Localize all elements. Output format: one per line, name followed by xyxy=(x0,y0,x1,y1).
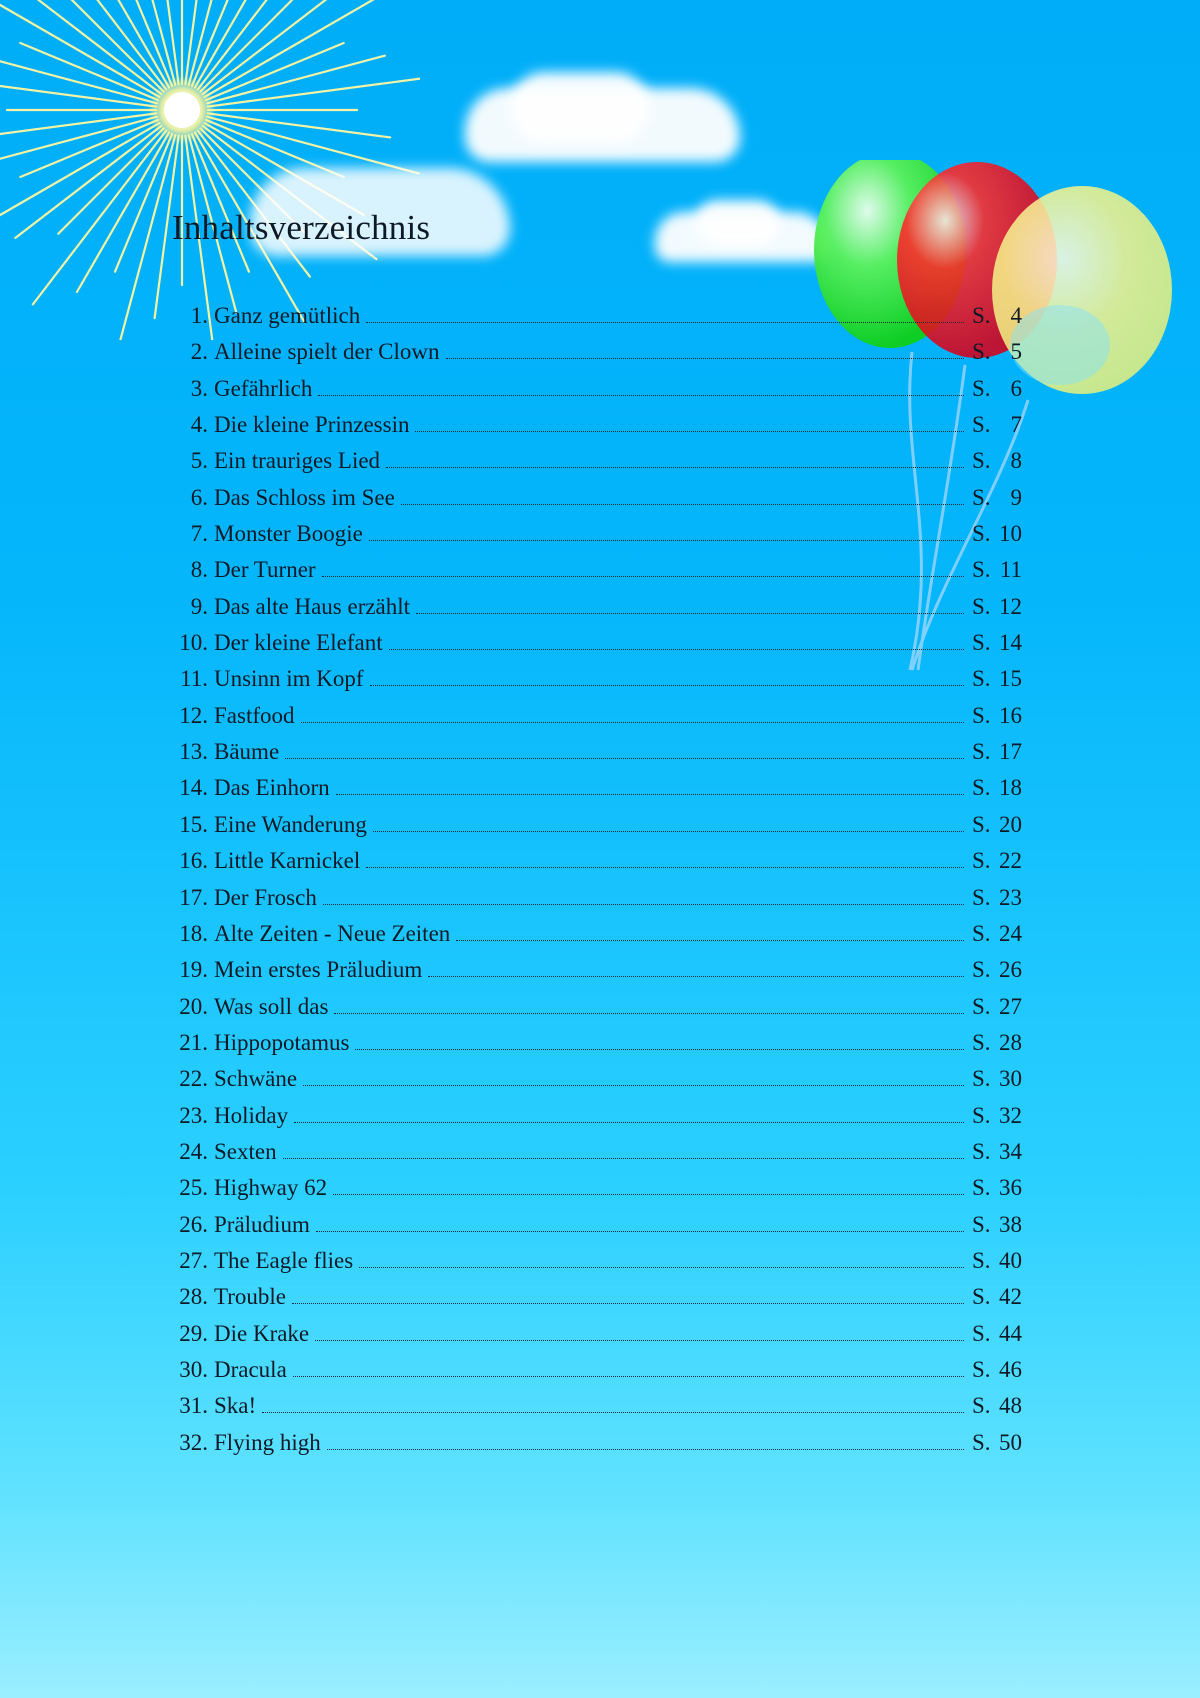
page-prefix: S. xyxy=(972,1138,991,1164)
toc-entry-page xyxy=(964,734,1022,770)
toc-entry xyxy=(172,443,1022,479)
page-prefix: S. xyxy=(972,1284,991,1310)
sun-ray xyxy=(0,83,156,107)
toc-entry xyxy=(172,334,1022,370)
toc-entry-page xyxy=(964,1134,1022,1170)
toc-entry-number: 9. xyxy=(190,593,208,619)
table-of-contents xyxy=(172,298,1022,1461)
page-prefix: S. xyxy=(972,1393,991,1419)
page-number: 20 xyxy=(999,811,1022,837)
toc-entry-page xyxy=(964,516,1022,552)
dot-leader xyxy=(401,504,964,505)
toc-entry-page xyxy=(964,480,1022,516)
toc-entry xyxy=(172,1207,1022,1243)
toc-entry-number: 16. xyxy=(179,848,208,874)
toc-entry xyxy=(172,1352,1022,1388)
toc-entry-page xyxy=(964,443,1022,479)
toc-entry-title: Ska! xyxy=(214,1393,257,1419)
page-prefix: S. xyxy=(972,1066,991,1092)
page-prefix: S. xyxy=(972,666,991,692)
page-number: 42 xyxy=(999,1284,1022,1310)
page-prefix: S. xyxy=(972,1247,991,1273)
dot-leader xyxy=(293,1376,964,1377)
page-prefix: S. xyxy=(972,339,991,365)
toc-entry-title: Monster Boogie xyxy=(214,521,363,547)
toc-entry-number: 32. xyxy=(179,1429,208,1455)
toc-entry-page xyxy=(964,407,1022,443)
dot-leader xyxy=(355,1049,964,1050)
page-number: 40 xyxy=(999,1247,1022,1273)
dot-leader xyxy=(428,976,964,977)
page-number: 16 xyxy=(999,702,1022,728)
toc-entry-page xyxy=(964,916,1022,952)
dot-leader xyxy=(446,358,965,359)
dot-leader xyxy=(456,940,964,941)
page-number: 7 xyxy=(1010,412,1022,438)
toc-entry-number: 5. xyxy=(190,448,208,474)
page-prefix: S. xyxy=(972,521,991,547)
sun-ray xyxy=(203,0,349,94)
page-prefix: S. xyxy=(972,412,991,438)
page-prefix: S. xyxy=(972,1429,991,1455)
cloud-icon xyxy=(510,72,650,142)
page-number: 44 xyxy=(999,1320,1022,1346)
toc-entry-page xyxy=(964,1352,1022,1388)
toc-entry-page xyxy=(964,880,1022,916)
toc-entry-title: Unsinn im Kopf xyxy=(214,666,364,692)
page-number: 23 xyxy=(999,884,1022,910)
sun-ray xyxy=(58,0,163,92)
toc-entry-number: 20. xyxy=(179,993,208,1019)
toc-entry-title: Little Karnickel xyxy=(214,848,361,874)
toc-entry xyxy=(172,1170,1022,1206)
toc-entry xyxy=(172,1061,1022,1097)
dot-leader xyxy=(416,613,964,614)
toc-entry-number: 26. xyxy=(179,1211,208,1237)
toc-entry-number: 30. xyxy=(179,1356,208,1382)
toc-entry-page xyxy=(964,371,1022,407)
dot-leader xyxy=(333,1194,964,1195)
toc-entry-title: Die kleine Prinzessin xyxy=(214,412,410,438)
toc-entry-title: Eine Wanderung xyxy=(214,811,367,837)
toc-entry xyxy=(172,407,1022,443)
dot-leader xyxy=(415,431,964,432)
dot-leader xyxy=(303,1085,964,1086)
dot-leader xyxy=(294,1122,964,1123)
toc-entry-title: Bäume xyxy=(214,739,280,765)
toc-entry xyxy=(172,480,1022,516)
toc-entry-title: Schwäne xyxy=(214,1066,298,1092)
page-prefix: S. xyxy=(972,920,991,946)
toc-entry-page xyxy=(964,1388,1022,1424)
toc-entry-number: 14. xyxy=(179,775,208,801)
toc-entry xyxy=(172,661,1022,697)
toc-entry xyxy=(172,1425,1022,1461)
dot-leader xyxy=(301,722,965,723)
page-number: 6 xyxy=(1010,375,1022,401)
dot-leader xyxy=(316,1231,964,1232)
page-prefix: S. xyxy=(972,811,991,837)
toc-entry-number: 13. xyxy=(179,739,208,765)
toc-entry-number: 22. xyxy=(179,1066,208,1092)
page-number: 15 xyxy=(999,666,1022,692)
toc-entry xyxy=(172,298,1022,334)
page-prefix: S. xyxy=(972,1175,991,1201)
toc-entry-number: 10. xyxy=(179,630,208,656)
dot-leader xyxy=(389,649,964,650)
toc-entry xyxy=(172,807,1022,843)
page-number: 32 xyxy=(999,1102,1022,1128)
toc-entry-page xyxy=(964,1279,1022,1315)
toc-entry xyxy=(172,1388,1022,1424)
page-number: 11 xyxy=(999,557,1022,583)
toc-entry xyxy=(172,516,1022,552)
sun-ray xyxy=(0,47,157,104)
toc-entry xyxy=(172,1098,1022,1134)
toc-entry-number: 18. xyxy=(179,920,208,946)
toc-entry xyxy=(172,843,1022,879)
toc-entry-number: 3. xyxy=(190,375,208,401)
page-prefix: S. xyxy=(972,848,991,874)
dot-leader xyxy=(366,322,964,323)
page-prefix: S. xyxy=(972,1320,991,1346)
page-number: 8 xyxy=(1010,448,1022,474)
toc-entry-number: 11. xyxy=(180,666,208,692)
page-number: 50 xyxy=(999,1429,1022,1455)
toc-entry-title: Der kleine Elefant xyxy=(214,630,383,656)
toc-entry-title: Alte Zeiten - Neue Zeiten xyxy=(214,920,451,946)
toc-entry-title: Mein erstes Präludium xyxy=(214,957,423,983)
toc-entry xyxy=(172,625,1022,661)
dot-leader xyxy=(318,395,964,396)
page-number: 26 xyxy=(999,957,1022,983)
sun-ray xyxy=(205,0,395,97)
toc-entry xyxy=(172,1243,1022,1279)
page-prefix: S. xyxy=(972,557,991,583)
page-prefix: S. xyxy=(972,1356,991,1382)
dot-leader xyxy=(315,1340,964,1341)
toc-entry-page xyxy=(964,1061,1022,1097)
page-number: 46 xyxy=(999,1356,1022,1382)
toc-entry-page xyxy=(964,1316,1022,1352)
toc-entry-title: Highway 62 xyxy=(214,1175,328,1201)
toc-entry-number: 4. xyxy=(190,412,208,438)
dot-leader xyxy=(336,794,964,795)
toc-entry xyxy=(172,1025,1022,1061)
toc-entry-title: Präludium xyxy=(214,1211,310,1237)
page-prefix: S. xyxy=(972,739,991,765)
toc-entry-page xyxy=(964,1243,1022,1279)
dot-leader xyxy=(292,1303,964,1304)
toc-entry-page xyxy=(964,807,1022,843)
page-prefix: S. xyxy=(972,957,991,983)
page-prefix: S. xyxy=(972,1029,991,1055)
toc-entry-number: 23. xyxy=(179,1102,208,1128)
page-number: 10 xyxy=(999,521,1022,547)
dot-leader xyxy=(323,904,964,905)
toc-entry xyxy=(172,734,1022,770)
toc-entry-page xyxy=(964,589,1022,625)
toc-entry-number: 27. xyxy=(179,1247,208,1273)
page-number: 22 xyxy=(999,848,1022,874)
toc-entry-title: Die Krake xyxy=(214,1320,310,1346)
toc-entry-number: 28. xyxy=(179,1284,208,1310)
page-prefix: S. xyxy=(972,1102,991,1128)
toc-entry-title: Fastfood xyxy=(214,702,295,728)
page-prefix: S. xyxy=(972,1211,991,1237)
toc-entry-page xyxy=(964,298,1022,334)
page-number: 34 xyxy=(999,1138,1022,1164)
toc-entry xyxy=(172,1134,1022,1170)
toc-entry-number: 12. xyxy=(179,702,208,728)
page-number: 12 xyxy=(999,593,1022,619)
page-number: 27 xyxy=(999,993,1022,1019)
toc-entry-number: 19. xyxy=(179,957,208,983)
dot-leader xyxy=(322,576,964,577)
page-number: 38 xyxy=(999,1211,1022,1237)
toc-entry-number: 24. xyxy=(179,1138,208,1164)
page-prefix: S. xyxy=(972,775,991,801)
toc-entry xyxy=(172,1316,1022,1352)
toc-entry xyxy=(172,916,1022,952)
dot-leader xyxy=(262,1412,964,1413)
toc-entry-number: 21. xyxy=(179,1029,208,1055)
toc-entry xyxy=(172,589,1022,625)
sun-ray xyxy=(208,78,420,107)
sun-ray xyxy=(200,0,305,92)
sun-ray xyxy=(0,0,161,94)
page-number: 5 xyxy=(1010,339,1022,365)
dot-leader xyxy=(359,1267,964,1268)
dot-leader xyxy=(370,685,965,686)
dot-leader xyxy=(373,831,964,832)
toc-entry-title: Hippopotamus xyxy=(214,1029,350,1055)
sun-ray xyxy=(58,128,163,233)
toc-entry-title: Flying high xyxy=(214,1429,321,1455)
page-prefix: S. xyxy=(972,303,991,328)
toc-entry-title: Ganz gemütlich xyxy=(214,303,361,328)
toc-entry-title: Was soll das xyxy=(214,993,329,1019)
toc-entry-number: 8. xyxy=(190,557,208,583)
toc-entry-title: Holiday xyxy=(214,1102,289,1128)
toc-entry-page xyxy=(964,1170,1022,1206)
cloud-icon xyxy=(695,200,780,245)
toc-entry-number: 25. xyxy=(179,1175,208,1201)
toc-entry xyxy=(172,698,1022,734)
page-prefix: S. xyxy=(972,884,991,910)
page-prefix: S. xyxy=(972,484,991,510)
toc-entry xyxy=(172,880,1022,916)
toc-entry-title: Alleine spielt der Clown xyxy=(214,339,440,365)
toc-entry-number: 17. xyxy=(179,884,208,910)
page-number: 14 xyxy=(999,630,1022,656)
page-number: 36 xyxy=(999,1175,1022,1201)
dot-leader xyxy=(369,540,964,541)
page-prefix: S. xyxy=(972,630,991,656)
toc-entry-page xyxy=(964,952,1022,988)
sun-ray xyxy=(0,123,159,233)
page-number: 4 xyxy=(1010,303,1022,328)
toc-entry xyxy=(172,770,1022,806)
toc-entry-page xyxy=(964,1098,1022,1134)
toc-entry-page xyxy=(964,334,1022,370)
toc-entry-number: 6. xyxy=(190,484,208,510)
toc-entry-page xyxy=(964,1207,1022,1243)
toc-entry-title: Trouble xyxy=(214,1284,286,1310)
page-prefix: S. xyxy=(972,375,991,401)
toc-entry xyxy=(172,989,1022,1025)
toc-entry-title: Gefährlich xyxy=(214,375,313,401)
toc-entry-title: Der Turner xyxy=(214,557,316,583)
toc-entry-title: Dracula xyxy=(214,1356,287,1382)
toc-entry-page xyxy=(964,989,1022,1025)
dot-leader xyxy=(327,1449,964,1450)
toc-entry-title: Das Schloss im See xyxy=(214,484,395,510)
toc-entry-title: The Eagle flies xyxy=(214,1247,354,1273)
dot-leader xyxy=(334,1013,964,1014)
dot-leader xyxy=(366,867,964,868)
toc-entry-number: 7. xyxy=(190,521,208,547)
toc-entry-page xyxy=(964,625,1022,661)
toc-entry xyxy=(172,1279,1022,1315)
toc-entry-number: 2. xyxy=(190,339,208,365)
toc-entry-page xyxy=(964,770,1022,806)
toc-entry-title: Das Einhorn xyxy=(214,775,330,801)
page-prefix: S. xyxy=(972,593,991,619)
toc-entry-page xyxy=(964,661,1022,697)
page-number: 24 xyxy=(999,920,1022,946)
page-title: Inhaltsverzeichnis xyxy=(172,208,431,247)
toc-entry-page xyxy=(964,552,1022,588)
toc-entry-title: Sexten xyxy=(214,1138,277,1164)
page-number: 18 xyxy=(999,775,1022,801)
page-prefix: S. xyxy=(972,993,991,1019)
page-number: 9 xyxy=(1010,484,1022,510)
page-number: 30 xyxy=(999,1066,1022,1092)
dot-leader xyxy=(285,758,964,759)
toc-entry-title: Ein trauriges Lied xyxy=(214,448,381,474)
page-prefix: S. xyxy=(972,702,991,728)
page-number: 48 xyxy=(999,1393,1022,1419)
toc-entry-page xyxy=(964,1025,1022,1061)
dot-leader xyxy=(386,467,964,468)
dot-leader xyxy=(283,1158,964,1159)
toc-entry xyxy=(172,552,1022,588)
toc-entry-number: 1. xyxy=(190,303,208,328)
toc-entry-page xyxy=(964,1425,1022,1461)
toc-entry-page xyxy=(964,843,1022,879)
toc-entry-number: 31. xyxy=(179,1393,208,1419)
page-prefix: S. xyxy=(972,448,991,474)
toc-entry-title: Der Frosch xyxy=(214,884,317,910)
toc-entry xyxy=(172,952,1022,988)
toc-entry-title: Das alte Haus erzählt xyxy=(214,593,411,619)
toc-entry xyxy=(172,371,1022,407)
page-number: 28 xyxy=(999,1029,1022,1055)
toc-entry-page xyxy=(964,698,1022,734)
toc-entry-number: 15. xyxy=(179,811,208,837)
page-number: 17 xyxy=(999,739,1022,765)
toc-entry-number: 29. xyxy=(179,1320,208,1346)
sun-ray xyxy=(208,113,390,137)
